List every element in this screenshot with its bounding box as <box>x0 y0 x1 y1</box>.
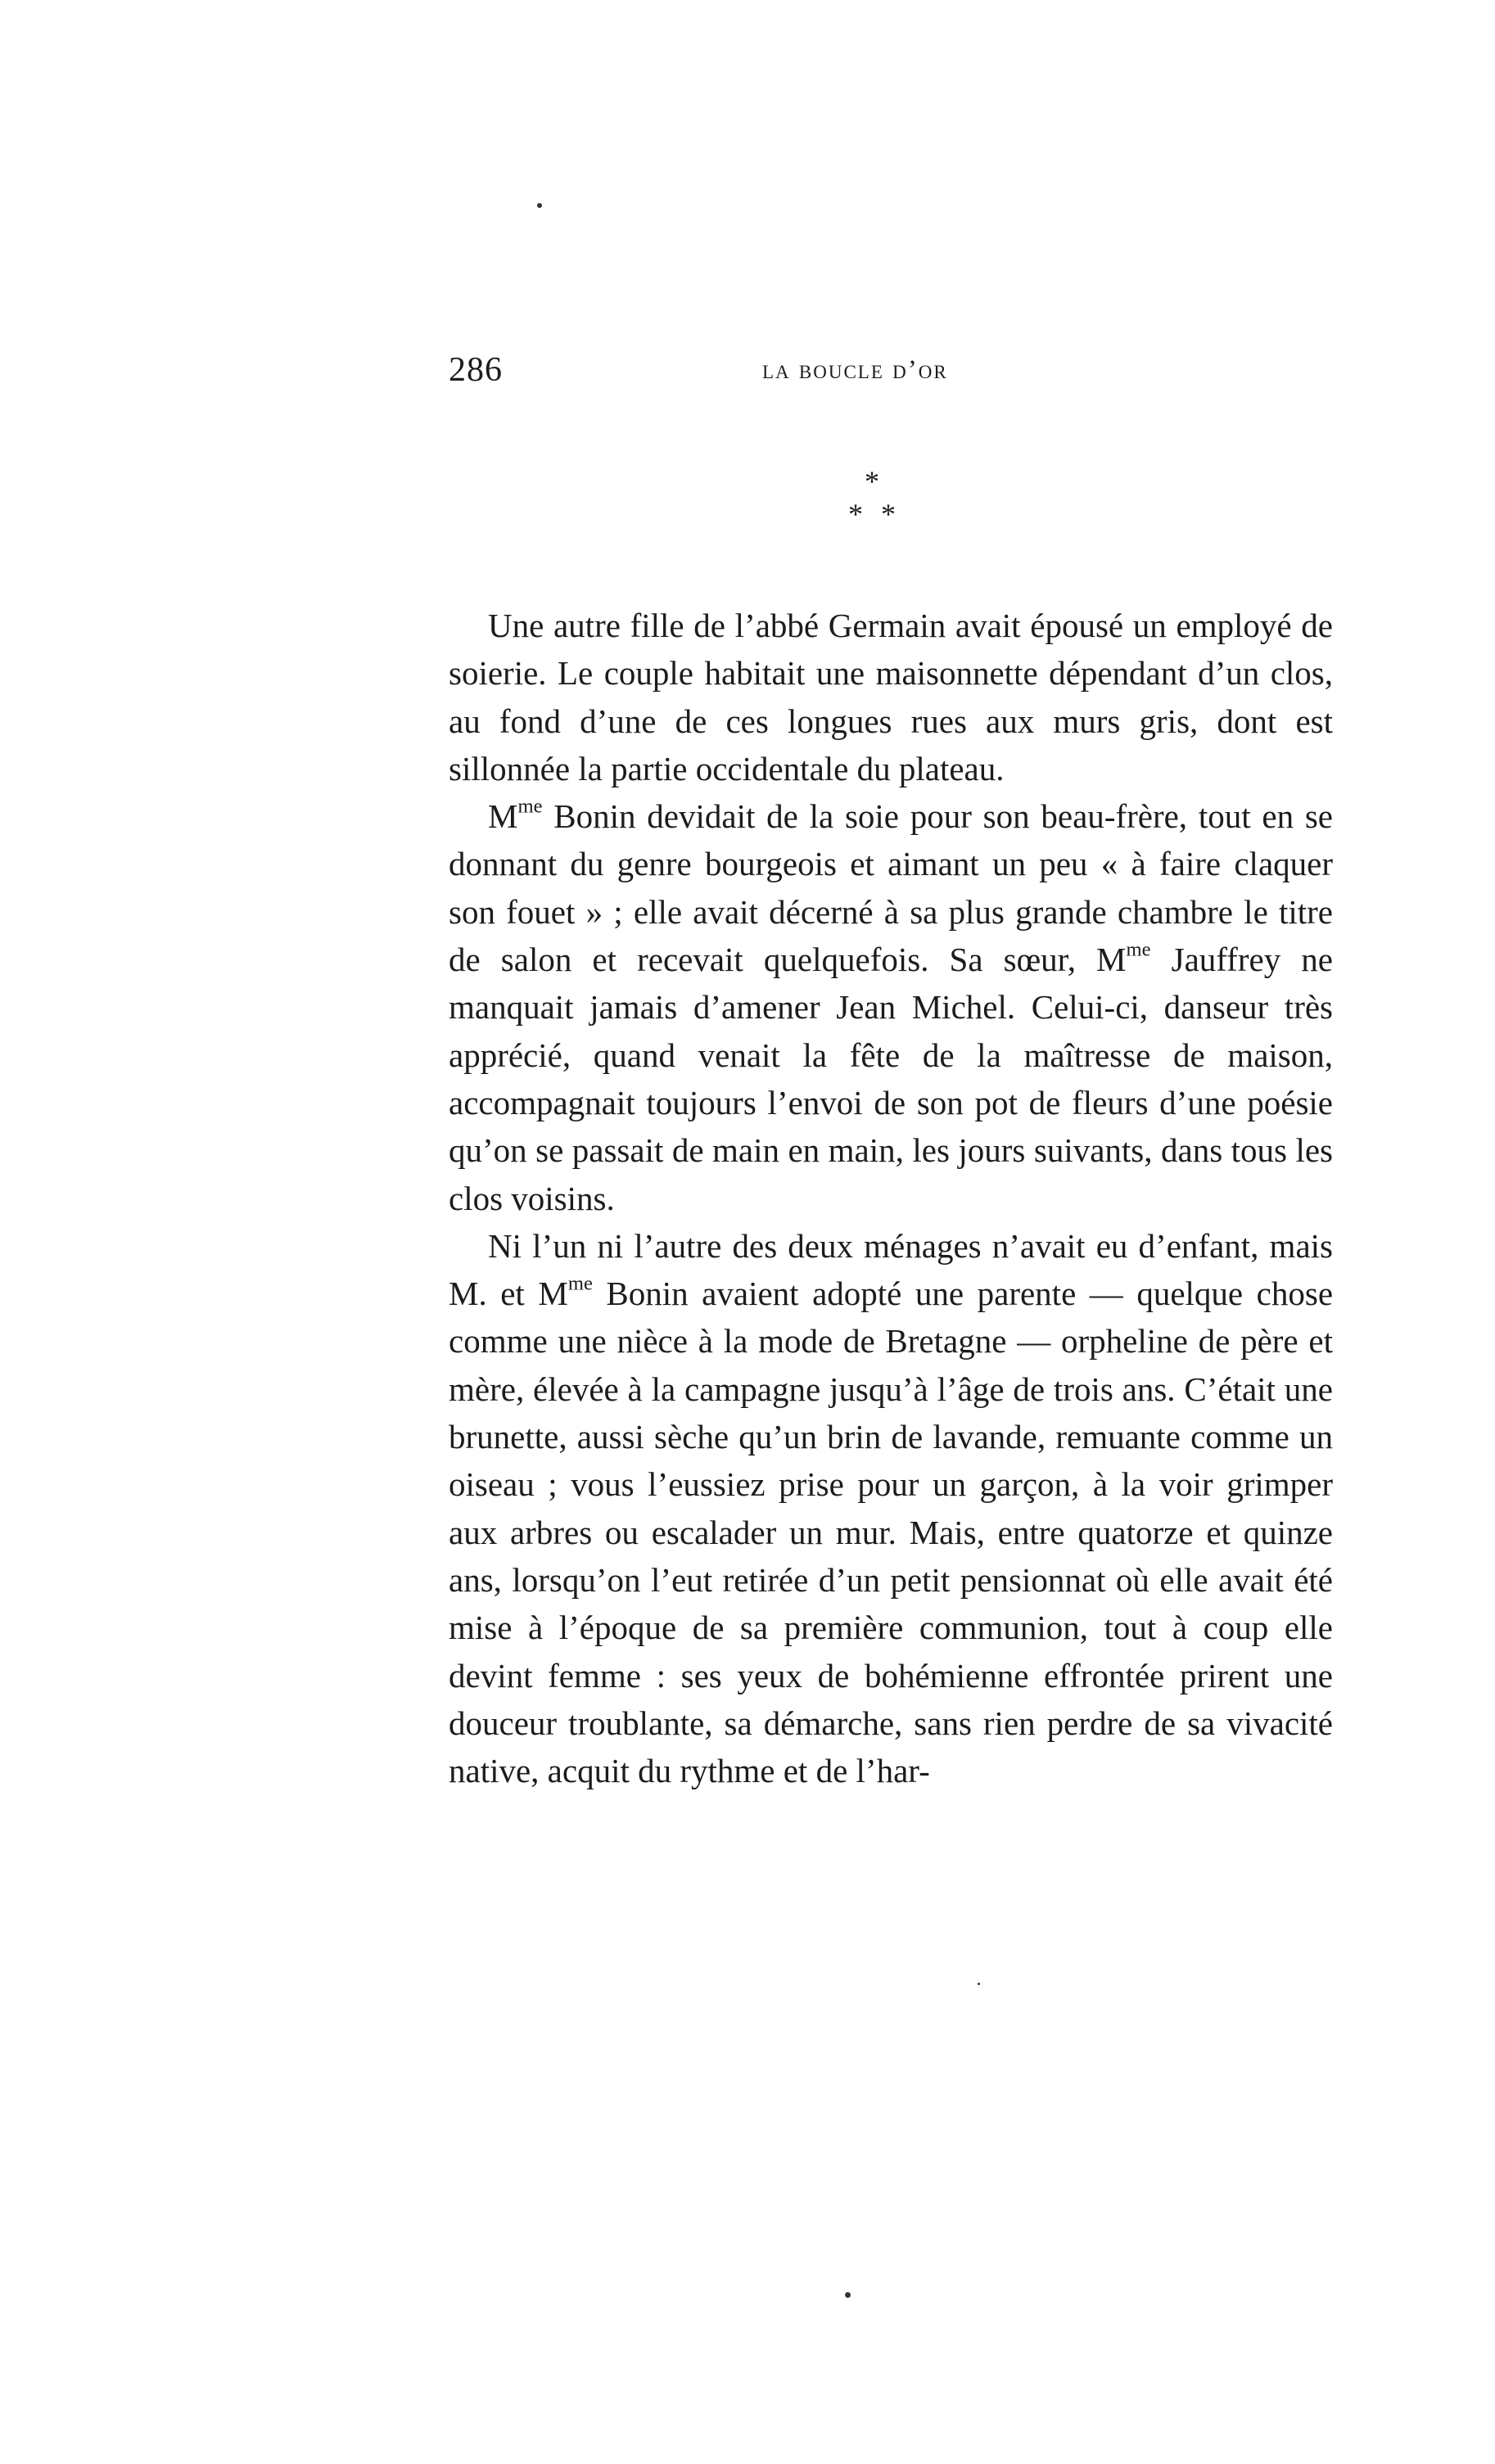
ink-speck <box>537 203 542 208</box>
paragraph-text: Une autre fille de l’abbé Germain avait épousé un employé de soierie. Le couple habitait une maisonnette dépendant d’un clos, au fond d’une de ces longues rues aux murs gris, dont est sillonnée la partie occidentale du plateau. <box>449 607 1333 787</box>
superscript-me: me <box>567 1272 593 1295</box>
asterisk-bottom-left: * <box>848 498 863 530</box>
running-title: la boucle d’or <box>762 355 948 385</box>
body-text <box>449 602 1333 1794</box>
ink-speck <box>845 2292 851 2298</box>
paragraph-text: M <box>488 797 518 836</box>
ink-speck <box>978 1983 980 1985</box>
paragraph-text: Bonin avaient adopté une parente — quelque chose comme une nièce à la mode de Bretagne — orpheline de père et mère, élevée à la campagne jusqu’à l’âge de trois ans. C’était une brunette, aussi sèche qu’un brin de lavande, remuante comme un oiseau ; vous l’eussiez prise pour un garçon, à la voir grimper aux arbres ou escalader un mur. Mais, entre quatorze et quinze ans, lorsqu’on l’eut retirée d’un petit pensionnat où elle avait été mise à l’époque de sa première communion, tout à coup elle devint femme : ses yeux de bohémienne effrontée prirent une douceur troublante, sa démarche, sans rien perdre de sa vivacité native, acquit du rythme et de l’har- <box>449 1275 1334 1790</box>
running-head <box>449 350 1333 399</box>
paragraph-1 <box>449 602 1333 792</box>
paragraph-2 <box>449 792 1333 1222</box>
paragraph-text: Ni l’un ni l’autre des deux ménages n’avait eu d’enfant, mais M. et M <box>449 1226 1333 1313</box>
asterisk-top: * <box>865 465 879 498</box>
asterisk-bottom-right: * <box>881 498 896 530</box>
paragraph-text: Jauffrey ne manquait jamais d’amener Jean Michel. Celui-ci, danseur très apprécié, quand venait la fête de la maîtresse de maison, accompagnait toujours l’envoi de son pot de fleurs d’une poésie qu’on se passait de main en main, les jours suivants, dans tous les clos voisins. <box>449 941 1333 1217</box>
paragraph-text: Bonin devidait de la soie pour son beau-frère, tout en se donnant du genre bourgeois et aimant un peu « à faire claquer son fouet » ; elle avait décerné à sa plus grande chambre le titre de salon et recevait quelquefois. Sa sœur, M <box>449 797 1333 979</box>
superscript-me: me <box>517 795 543 818</box>
page-number: 286 <box>449 351 503 389</box>
asterism-separator <box>843 467 909 532</box>
paragraph-3 <box>449 1222 1333 1795</box>
superscript-me: me <box>1126 938 1151 961</box>
